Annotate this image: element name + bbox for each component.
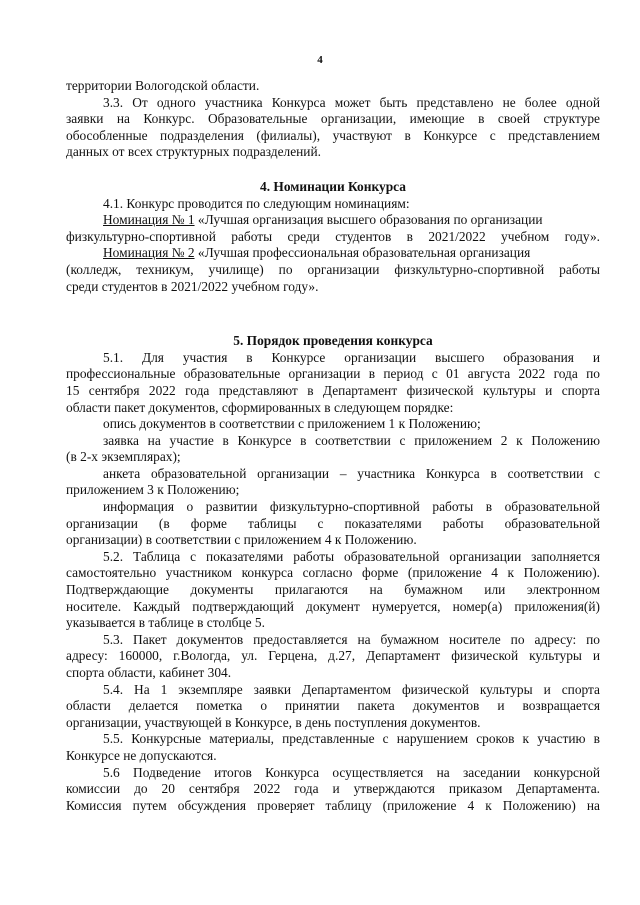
page-number: 4: [317, 54, 323, 66]
text-line: 5.1. Для участия в Конкурсе организации высшего образования и: [103, 349, 600, 365]
text-line: спорта области, кабинет 304.: [66, 665, 232, 680]
nomination-1-line: [66, 212, 600, 229]
nomination-1-label: Номинация № 1: [103, 212, 195, 228]
nomination-1-text: «Лучшая организация высшего образования по организации: [194, 212, 543, 228]
section-heading-4: 4. Номинации Конкурса: [260, 178, 406, 194]
nomination-2-label: Номинация № 2: [103, 245, 195, 261]
text-line: 5.3. Пакет документов предоставляется на бумажном носителе по адресу: по: [103, 631, 600, 647]
text-line: области делается пометка о принятии пакета документов и возвращается: [66, 698, 600, 714]
text-line: Комиссия путем обсуждения проверяет таблицу (приложение 4 к Положению) на: [66, 797, 600, 813]
text-line: Конкурсе не допускаются.: [66, 747, 217, 763]
text-line: профессиональные образовательные организации в период с 01 августа 2022 года по: [66, 366, 600, 382]
text-line: заявка на участие в Конкурсе в соответствии с приложением 2 к Положению: [103, 432, 600, 448]
text-line: территории Вологодской области.: [66, 78, 260, 93]
nomination-2-text: «Лучшая профессиональная образовательная организация: [194, 245, 531, 261]
text-line: 4.1. Конкурс проводится по следующим номинациям:: [103, 195, 410, 211]
text-line: среди студентов в 2021/2022 учебном году».: [66, 278, 319, 294]
text-line: 15 сентября 2022 года представляют в Департамент физической культуры и спорта: [66, 382, 600, 398]
text-line: (в 2-х экземплярах);: [66, 449, 181, 465]
text-line: заявки на Конкурс. Образовательные организации, имеющие в своей структуре: [66, 111, 600, 127]
text-line: организации, участвующей в Конкурсе, в день поступления документов.: [66, 714, 481, 730]
text-line: опись документов в соответствии с приложением 1 к Положению;: [103, 416, 481, 432]
text-line: приложением 3 к Положению;: [66, 482, 240, 498]
text-line: указывается в таблице в столбце 5.: [66, 615, 265, 631]
text-line: адресу: 160000, г.Вологда, ул. Герцена, д.27, Департамент физической культуры и: [66, 648, 600, 664]
text-line: Подтверждающие документы прилагаются на бумажном или электронном: [66, 582, 600, 598]
text-line: обособленные подразделения (филиалы), участвуют в Конкурсе с представлением: [66, 127, 600, 143]
document-body: [66, 78, 600, 814]
section-heading-5: 5. Порядок проведения конкурса: [233, 333, 433, 349]
text-line: организации) в соответствии с приложением 4 к Положению.: [66, 532, 417, 548]
nomination-2-line: [66, 245, 600, 262]
text-line: 5.4. На 1 экземпляре заявки Департаментом физической культуры и спорта: [103, 681, 600, 697]
text-line: 5.6 Подведение итогов Конкурса осуществляется на заседании конкурсной: [103, 764, 600, 780]
text-line: (колледж, техникум, училище) по организации физкультурно-спортивной работы: [66, 261, 600, 277]
text-line: самостоятельно участником конкурса согласно форме (приложение 4 к Положению).: [66, 565, 600, 581]
text-line: носителе. Каждый подтверждающий документ нумеруется, номер(а) приложения(й): [66, 598, 600, 614]
text-line: области пакет документов, сформированных в следующем порядке:: [66, 399, 454, 415]
text-line: физкультурно-спортивной работы среди студентов в 2021/2022 учебном году».: [66, 228, 600, 244]
text-line: организации (в форме таблицы с показателями работы образовательной: [66, 515, 600, 531]
text-line: данных от всех структурных подразделений.: [66, 144, 321, 160]
text-line: информация о развитии физкультурно-спортивной работы в образовательной: [103, 499, 600, 515]
text-line: анкета образовательной организации – участника Конкурса в соответствии с: [103, 465, 600, 481]
text-line: 5.5. Конкурсные материалы, представленные с нарушением сроков к участию в: [103, 731, 600, 747]
text-line: 5.2. Таблица с показателями работы образовательной организации заполняется: [103, 548, 600, 564]
text-line: 3.3. От одного участника Конкурса может быть представлено не более одной: [103, 94, 600, 110]
text-line: комиссии до 20 сентября 2022 года и утверждаются приказом Департамента.: [66, 781, 600, 797]
